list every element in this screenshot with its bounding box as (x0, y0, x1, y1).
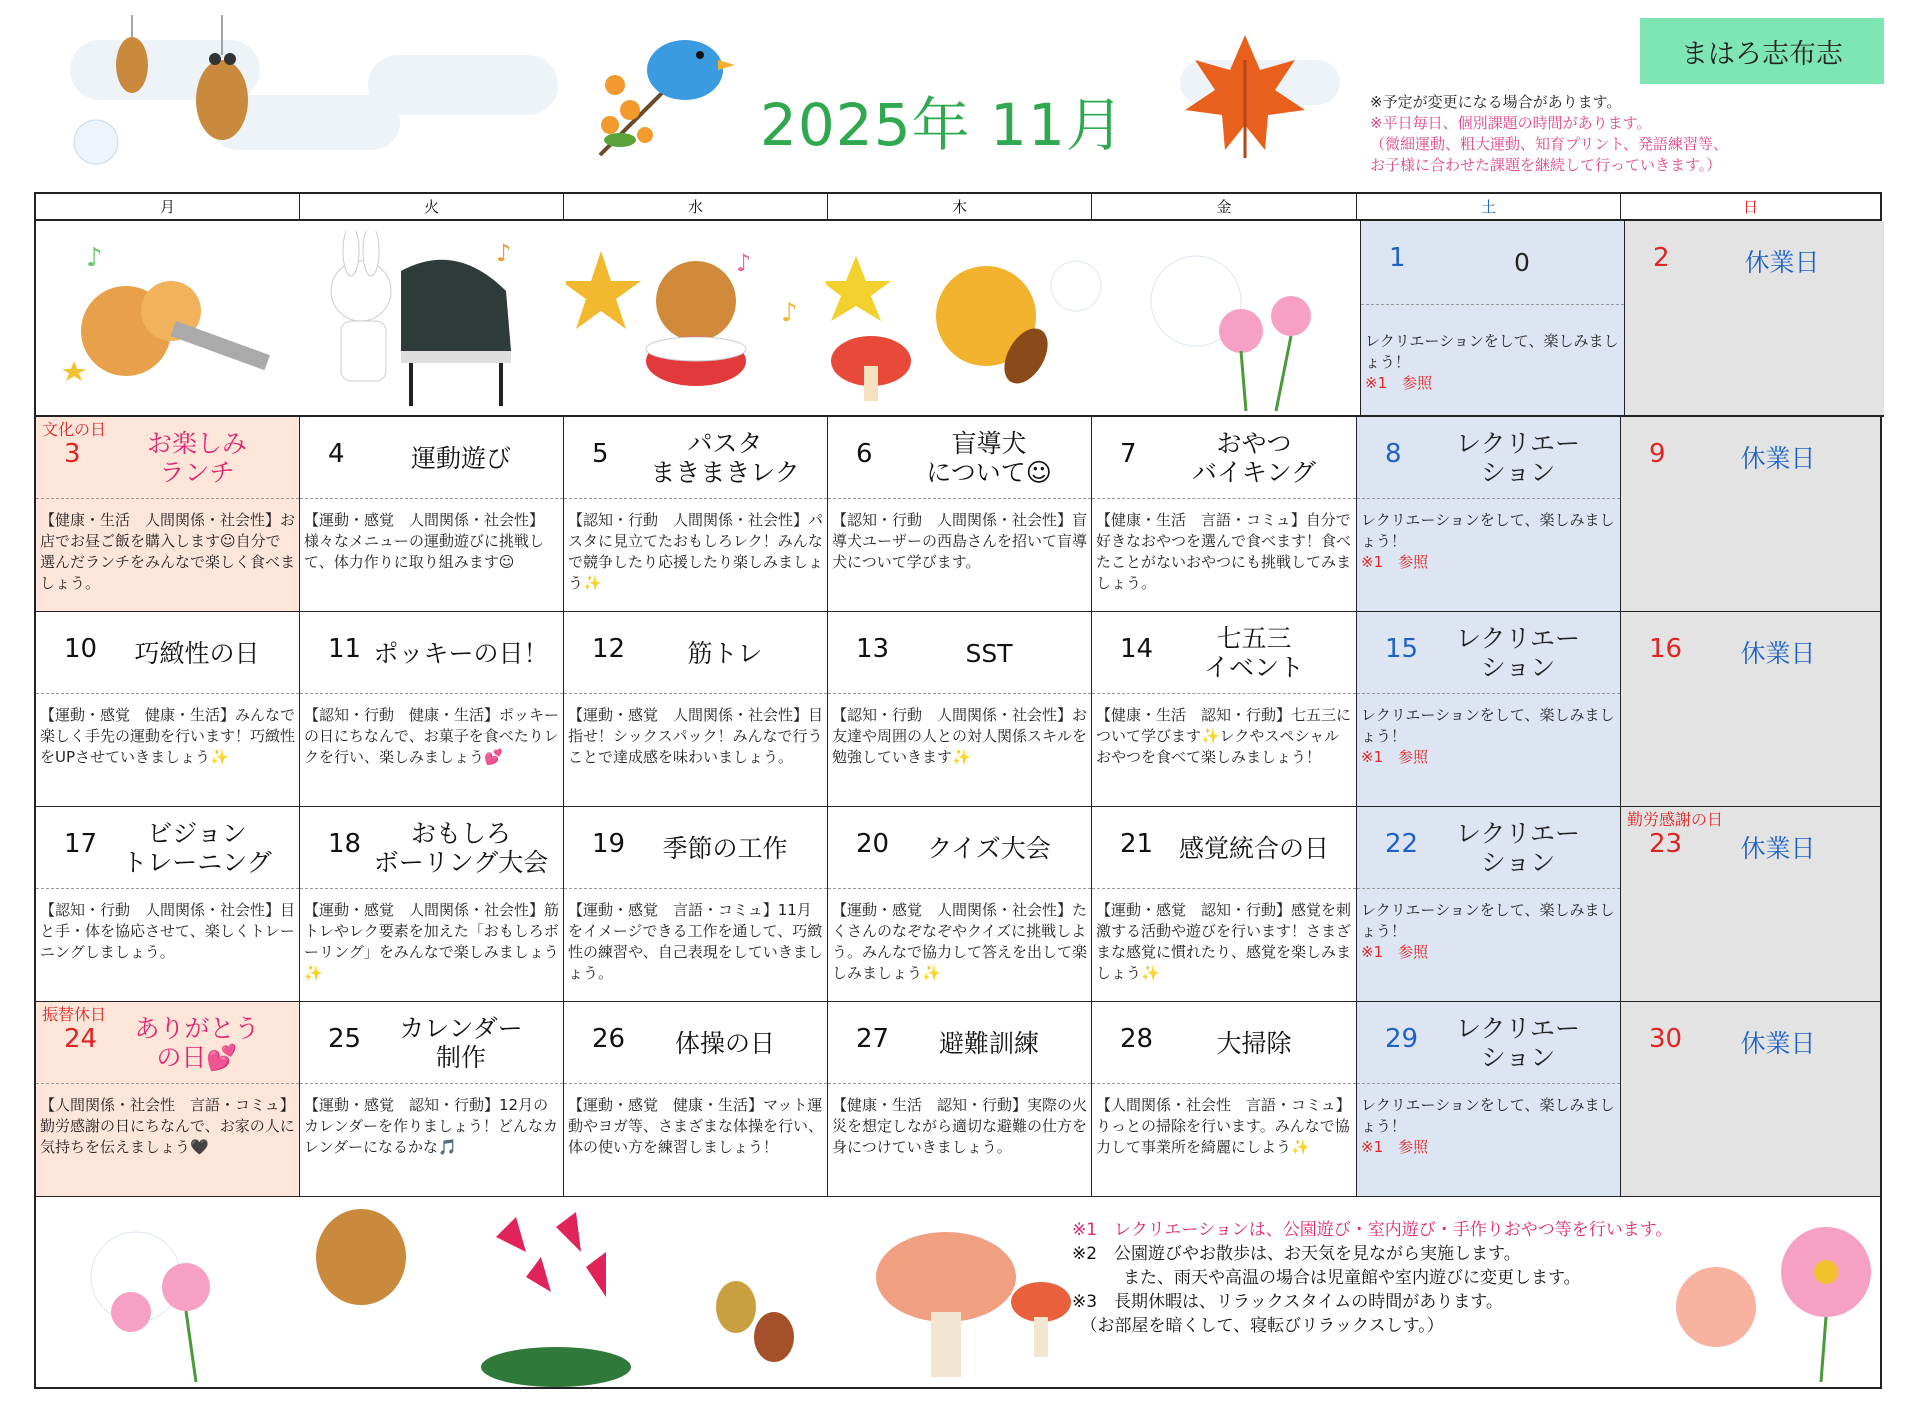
day-description (832, 510, 1087, 573)
day-description (304, 900, 559, 984)
bubble-icon (72, 118, 122, 168)
day-description (40, 705, 295, 768)
day-title: 0 (1514, 247, 1530, 277)
day-header (1357, 612, 1620, 694)
day-cell-10[interactable] (36, 612, 300, 807)
day-title: ポッキーの日！ (373, 638, 549, 668)
day-header (300, 612, 563, 694)
description-text: 【運動・感覚 健康・生活】みんなで楽しく手先の運動を行います！巧緻性をUPさせていきましょう✨ (40, 706, 296, 766)
day-header (1361, 221, 1624, 305)
day-header (1357, 1002, 1620, 1084)
day-header (36, 807, 299, 889)
day-title: 季節の工作 (662, 833, 788, 863)
day-title: カレンダー 制作 (399, 1014, 523, 1072)
day-title: レクリエー ション (1455, 429, 1580, 487)
day-number: 7 (1120, 439, 1137, 469)
day-description (1096, 900, 1352, 984)
day-title: レクリエー ション (1455, 819, 1580, 877)
cloud-decoration-mid (368, 55, 558, 115)
reference-note: ※1 参照 (1365, 374, 1433, 392)
description-text: 【人間関係・社会性 言語・コミュ】りっとの掃除を行います。みんなで協力して事業所を綺麗にしよう✨ (1096, 1096, 1351, 1156)
day-number: 21 (1120, 829, 1154, 859)
day-number: 29 (1385, 1024, 1419, 1054)
day-cell-15[interactable] (1357, 612, 1621, 807)
day-number: 20 (856, 829, 890, 859)
day-title: 休業日 (1744, 247, 1820, 277)
day-header (1625, 221, 1884, 305)
reference-note: ※1 参照 (1361, 553, 1429, 571)
description-text: 【運動・感覚 人間関係・社会性】目指せ！シックスパック！みんなで行うことで達成感を味わいましょう。 (568, 706, 824, 766)
day-number: 2 (1653, 243, 1670, 273)
day-title: お楽しみ ランチ (146, 429, 247, 487)
description-text: 【認知・行動 人間関係・社会性】パスタに見立てたおもしろレク！みんなで競争したり応援したり楽しみましょう✨ (568, 511, 824, 592)
day-title: 巧緻性の日 (134, 638, 260, 668)
day-header (564, 807, 827, 889)
day-description (832, 1095, 1087, 1158)
day-header (828, 417, 1091, 499)
day-description (304, 510, 559, 573)
day-title: おやつ バイキング (1191, 429, 1317, 487)
day-cell-18[interactable] (300, 807, 564, 1002)
day-header (1621, 612, 1880, 694)
day-header (564, 417, 827, 499)
header-notes (1370, 92, 1910, 176)
day-description (40, 510, 295, 594)
day-cell-22[interactable] (1357, 807, 1621, 1002)
description-text: レクリエーションをして、楽しみましょう！ (1361, 901, 1615, 940)
day-title: 筋トレ (687, 638, 763, 668)
day-cell-4[interactable] (300, 417, 564, 612)
day-number: 19 (592, 829, 626, 859)
day-number: 15 (1385, 634, 1419, 664)
day-description (40, 1095, 295, 1158)
reference-note: ※1 参照 (1361, 1138, 1429, 1156)
weekday-wed: 水 (564, 194, 828, 219)
day-description (1361, 900, 1616, 963)
pinecone-ornament-icon (110, 15, 300, 145)
day-description (1096, 705, 1352, 768)
day-header (564, 1002, 827, 1084)
description-text: 【認知・行動 健康・生活】ポッキーの日にちなんで、お菓子を食べたりレクを行い、楽しみましょう💕 (304, 706, 560, 766)
day-number: 12 (592, 634, 626, 664)
day-header (1357, 417, 1620, 499)
day-number: 25 (328, 1024, 362, 1054)
footer-note: また、雨天や高温の場合は児童館や室内遊びに変更します。 (1072, 1268, 1581, 1288)
description-text: レクリエーションをして、楽しみましょう！ (1361, 1096, 1615, 1135)
day-title: パスタ まきまきレク (650, 429, 800, 487)
day-header (564, 612, 827, 694)
day-cell-5[interactable] (564, 417, 828, 612)
day-number: 3 (64, 439, 81, 469)
day-cell-20[interactable] (828, 807, 1092, 1002)
description-text: 【認知・行動 人間関係・社会性】目と手・体を協応させて、楽しくトレーニングしましょう。 (40, 901, 296, 961)
svg-text:♪: ♪ (781, 298, 798, 328)
footer-note: ※1 レクリエーションは、公園遊び・室内遊び・手作りおやつ等を行います。 (1072, 1220, 1673, 1240)
description-text: 【運動・感覚 認知・行動】感覚を刺激する活動や遊びを行います！さまざまな感覚に慣れたり、感覚を楽しみましょう✨ (1096, 901, 1352, 982)
day-header (300, 417, 563, 499)
day-number: 26 (592, 1024, 626, 1054)
day-description (304, 1095, 559, 1158)
day-title: 避難訓練 (938, 1028, 1039, 1058)
day-description (568, 705, 823, 768)
day-cell-25[interactable] (300, 1002, 564, 1197)
day-header (1092, 417, 1356, 499)
weekday-mon: 月 (36, 194, 300, 219)
footer-notes (1072, 1218, 1792, 1338)
day-header (36, 1002, 299, 1084)
day-cell-30[interactable] (1621, 1002, 1880, 1197)
description-text: 【運動・感覚 認知・行動】12月のカレンダーを作りましょう！どんなカレンダーになるかな🎵 (304, 1096, 559, 1156)
rabbit-piano-icon (306, 231, 556, 411)
day-number: 9 (1649, 439, 1666, 469)
day-header (828, 612, 1091, 694)
description-text: 【運動・感覚 健康・生活】マット運動やヨガ等、さまざまな体操を行い、体の使い方を練習しましょう！ (568, 1096, 824, 1156)
description-text: レクリエーションをして、楽しみましょう！ (1365, 332, 1619, 371)
day-header (1092, 1002, 1356, 1084)
description-text: レクリエーションをして、楽しみましょう！ (1361, 511, 1615, 550)
header-note: （微細運動、粗大運動、知育プリント、発語練習等、 (1370, 135, 1729, 153)
reference-note: ※1 参照 (1361, 943, 1429, 961)
day-number: 6 (856, 439, 873, 469)
day-number: 10 (64, 634, 98, 664)
day-description (1361, 705, 1616, 768)
day-title: 盲導犬 について☺ (926, 429, 1052, 487)
calendar-grid (34, 192, 1882, 1389)
description-text: 【運動・感覚 人間関係・社会性】筋トレやレク要素を加えた「おもしろボーリング」をみんなで楽しみましょう✨ (304, 901, 560, 982)
day-header (828, 807, 1091, 889)
weekday-sun: 日 (1742, 198, 1758, 216)
header-note: ※平日毎日、個別課題の時間があります。 (1370, 114, 1652, 132)
day-cell-9[interactable] (1621, 417, 1880, 612)
day-title: 体操の日 (674, 1028, 775, 1058)
acorn-icon (696, 1247, 806, 1377)
description-text: 【健康・生活 言語・コミュ】自分で好きなおやつを選んで食べます！食べたことがないおやつにも挑戦してみましょう。 (1096, 511, 1352, 592)
day-number: 28 (1120, 1024, 1154, 1054)
day-title: 感覚統合の日 (1178, 833, 1329, 863)
day-title: レクリエー ション (1455, 1014, 1580, 1072)
cyclamen-icon (456, 1207, 656, 1387)
day-description (568, 1095, 823, 1158)
day-header (36, 612, 299, 694)
description-text: 【運動・感覚 人間関係・社会性】たくさんのなぞなぞやクイズに挑戦しよう。みんなで協力して答えを出して楽しみましょう✨ (832, 901, 1088, 982)
weekday-fri: 金 (1092, 194, 1357, 219)
holiday-label: 勤労感謝の日 (1627, 810, 1724, 829)
day-number: 24 (64, 1024, 98, 1054)
day-cell-sat-1[interactable] (1361, 221, 1625, 417)
day-number: 8 (1385, 439, 1402, 469)
day-cell-21[interactable] (1092, 807, 1357, 1002)
day-title: ビジョン トレーニング (122, 819, 272, 877)
svg-text:♪: ♪ (736, 249, 752, 277)
day-cell-17[interactable] (36, 807, 300, 1002)
squirrel-harmonica-icon (46, 231, 296, 411)
day-cell-11[interactable] (300, 612, 564, 807)
illustration-row (36, 221, 1361, 417)
maple-leaf-icon (1180, 30, 1310, 160)
day-title: ありがとう の日💕 (134, 1014, 260, 1072)
day-cell-19[interactable] (564, 807, 828, 1002)
svg-text:♪: ♪ (496, 239, 512, 267)
description-text: 【健康・生活 認知・行動】実際の火災を想定しながら適切な避難の仕方を身につけていきましょう。 (832, 1096, 1088, 1156)
day-description (1361, 1095, 1616, 1158)
day-number: 5 (592, 439, 609, 469)
organization-badge: まはろ志布志 (1640, 18, 1884, 84)
day-title: 運動遊び (410, 443, 511, 473)
day-number: 11 (328, 634, 362, 664)
description-text: 【認知・行動 人間関係・社会性】盲導犬ユーザーの西島さんを招いて盲導犬について学びます。 (832, 511, 1088, 571)
day-title: 七五三 イベント (1203, 624, 1304, 682)
day-header (36, 417, 299, 499)
day-number: 14 (1120, 634, 1154, 664)
pink-flower-icon (76, 1217, 276, 1387)
day-header (300, 807, 563, 889)
footer-note: （お部屋を暗くして、寝転びリラックスしす。） (1072, 1316, 1444, 1336)
day-cell-7[interactable] (1092, 417, 1357, 612)
day-description (304, 705, 559, 768)
day-description (40, 900, 295, 963)
description-text: 【運動・感覚 言語・コミュ】11月をイメージできる工作を通して、巧緻性の練習や、自己表現をしていきましょう。 (568, 901, 823, 982)
day-number: 17 (64, 829, 98, 859)
description-text: 【人間関係・社会性 言語・コミュ】 勤労感謝の日にちなんで、お家の人に気持ちを伝えましょう🖤 (40, 1096, 295, 1156)
description-text: レクリエーションをして、楽しみましょう！ (1361, 706, 1615, 745)
day-number: 16 (1649, 634, 1683, 664)
day-header (828, 1002, 1091, 1084)
day-cell-8[interactable] (1357, 417, 1621, 612)
day-cell-14[interactable] (1092, 612, 1357, 807)
header-note: ※予定が変更になる場合があります。 (1370, 93, 1622, 111)
day-cell-13[interactable] (828, 612, 1092, 807)
fox-violin-icon (826, 226, 1106, 411)
holiday-label: 文化の日 (42, 420, 107, 439)
day-header (1092, 612, 1356, 694)
svg-text:♪: ♪ (86, 243, 103, 273)
day-number: 23 (1649, 829, 1683, 859)
day-title: 休業日 (1740, 638, 1816, 668)
day-cell-12[interactable] (564, 612, 828, 807)
description-text: 【健康・生活 認知・行動】七五三について学びます✨レクやスペシャルおやつを食べて楽しみましょう！ (1096, 706, 1352, 766)
day-cell-29[interactable] (1357, 1002, 1621, 1197)
day-description (1365, 331, 1620, 394)
footer-note: ※2 公園遊びやお散歩は、お天気を見ながら実施します。 (1072, 1244, 1521, 1264)
weekday-sat: 土 (1357, 194, 1621, 219)
day-description (568, 510, 823, 594)
day-title: クイズ大会 (927, 833, 1051, 863)
pinecone-icon (306, 1202, 416, 1312)
day-description (1361, 510, 1616, 573)
description-text: 【認知・行動 人間関係・社会性】お友達や周囲の人との対人関係スキルを勉強していきます✨ (832, 706, 1088, 766)
day-cell-16[interactable] (1621, 612, 1880, 807)
day-header (1621, 807, 1880, 889)
day-title: おもしろ ボーリング大会 (373, 819, 549, 877)
day-title: SST (965, 638, 1013, 668)
day-number: 22 (1385, 829, 1419, 859)
day-title: 休業日 (1740, 1028, 1816, 1058)
day-title: レクリエー ション (1455, 624, 1580, 682)
day-description (1096, 510, 1352, 594)
day-title: 休業日 (1740, 443, 1816, 473)
day-title: 休業日 (1740, 833, 1816, 863)
day-header (1357, 807, 1620, 889)
reference-note: ※1 参照 (1361, 748, 1429, 766)
description-text: 【健康・生活 人間関係・社会性】お店でお昼ご飯を購入します☺自分で選んだランチをみんなで楽しく食べましょう。 (40, 511, 296, 592)
weekday-tue: 火 (300, 194, 564, 219)
day-title: 大掃除 (1216, 1028, 1292, 1058)
day-description (832, 900, 1087, 984)
bird-branch-icon (590, 15, 740, 165)
day-number: 1 (1389, 243, 1406, 273)
day-number: 4 (328, 439, 345, 469)
day-cell-6[interactable] (828, 417, 1092, 612)
tanuki-drum-icon (566, 231, 826, 411)
day-header (1092, 807, 1356, 889)
month-title: 2025年 11月 (760, 91, 1125, 159)
flower-icon (1126, 241, 1356, 416)
description-text: 【運動・感覚 人間関係・社会性】様々なメニューの運動遊びに挑戦して、体力作りに取り組みます☺ (304, 511, 545, 571)
day-description (832, 705, 1087, 768)
day-header (1621, 1002, 1880, 1084)
day-number: 18 (328, 829, 362, 859)
header-note: お子様に合わせた課題を継続して行っていきます。） (1370, 156, 1722, 174)
day-description (1096, 1095, 1352, 1158)
day-header (1621, 417, 1880, 499)
day-number: 13 (856, 634, 890, 664)
footer-note: ※3 長期休暇は、リラックスタイムの時間があります。 (1072, 1292, 1503, 1312)
day-description (568, 900, 823, 984)
holiday-label: 振替休日 (42, 1005, 107, 1024)
day-cell-sun-2[interactable] (1625, 221, 1884, 417)
mushroom-icon (866, 1217, 1076, 1387)
day-cell-24[interactable] (36, 1002, 300, 1197)
day-cell-3[interactable] (36, 417, 300, 612)
weekday-header (36, 194, 1880, 221)
weekday-thu: 木 (828, 194, 1092, 219)
day-cell-26[interactable] (564, 1002, 828, 1197)
day-cell-27[interactable] (828, 1002, 1092, 1197)
day-cell-28[interactable] (1092, 1002, 1357, 1197)
day-number: 30 (1649, 1024, 1683, 1054)
day-header (300, 1002, 563, 1084)
day-cell-23[interactable] (1621, 807, 1880, 1002)
day-number: 27 (856, 1024, 890, 1054)
